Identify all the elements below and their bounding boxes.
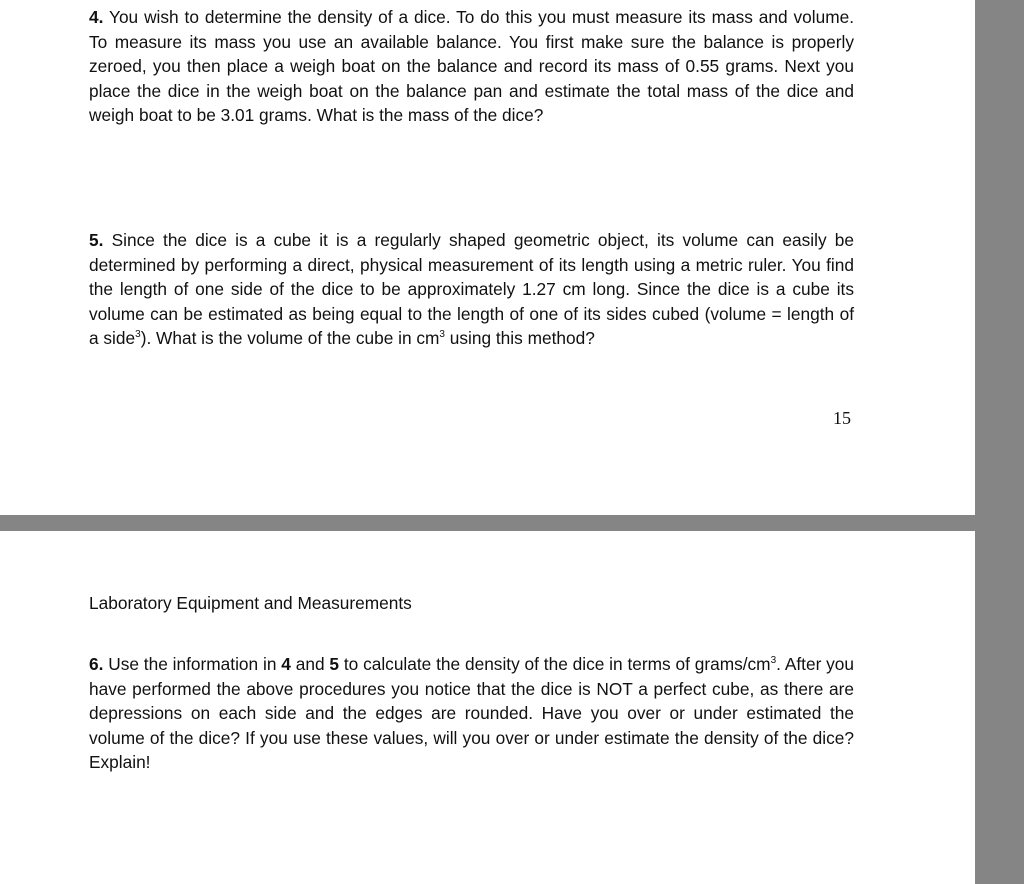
document-page-lower	[0, 531, 975, 884]
question-6-text-a: Use the information in	[103, 654, 282, 674]
section-header: Laboratory Equipment and Measurements	[89, 593, 412, 613]
question-5-superscript-b: 3	[439, 329, 445, 341]
question-6-reference-5: 5	[329, 654, 340, 674]
question-5-text-b: ). What is the volume of the cube in cm	[140, 328, 440, 349]
question-6-text-d: . After you have performed the above procedures you notice that the dice is NOT a perfect cube, as there are depressions on each side and the edges are rounded. Have you over or under estimated the volume of the dice? If you use these values, will you over or under estimate the density of the dice? Explain!	[89, 654, 855, 773]
question-6	[89, 652, 854, 775]
question-5-number: 5.	[89, 230, 104, 250]
question-5-superscript-a: 3	[135, 329, 141, 341]
question-5-text-c: using this method?	[444, 328, 595, 349]
question-6-text-b: and	[290, 654, 330, 674]
question-5	[89, 228, 854, 351]
page-number: 15	[833, 408, 851, 428]
question-6-text-c: to calculate the density of the dice in terms of grams/cm	[339, 654, 771, 674]
question-5-text-a: Since the dice is a cube it is a regularly shaped geometric object, its volume can easily be determined by performing a direct, physical measurement of its length using a metric ruler. You find the length of one side of the dice to be approximately 1.27 cm long. Since the dice is a cube its volume can be estimated as being equal to the length of one of its sides cubed (volume = length of a side	[89, 230, 854, 349]
question-4-text: You wish to determine the density of a dice. To do this you must measure its mass and volume. To measure its mass you use an available balance. You first make sure the balance is properly zeroed, you then place a weigh boat on the balance and record its mass of 0.55 grams. Next you place the dice in the weigh boat on the balance pan and estimate the total mass of the dice and weigh boat to be 3.01 grams. What is the mass of the dice?	[89, 7, 854, 126]
question-6-reference-4: 4	[281, 654, 291, 674]
question-6-number: 6.	[89, 654, 104, 674]
question-4-number: 4.	[89, 7, 104, 27]
question-6-superscript: 3	[770, 655, 777, 666]
question-4	[89, 5, 854, 128]
